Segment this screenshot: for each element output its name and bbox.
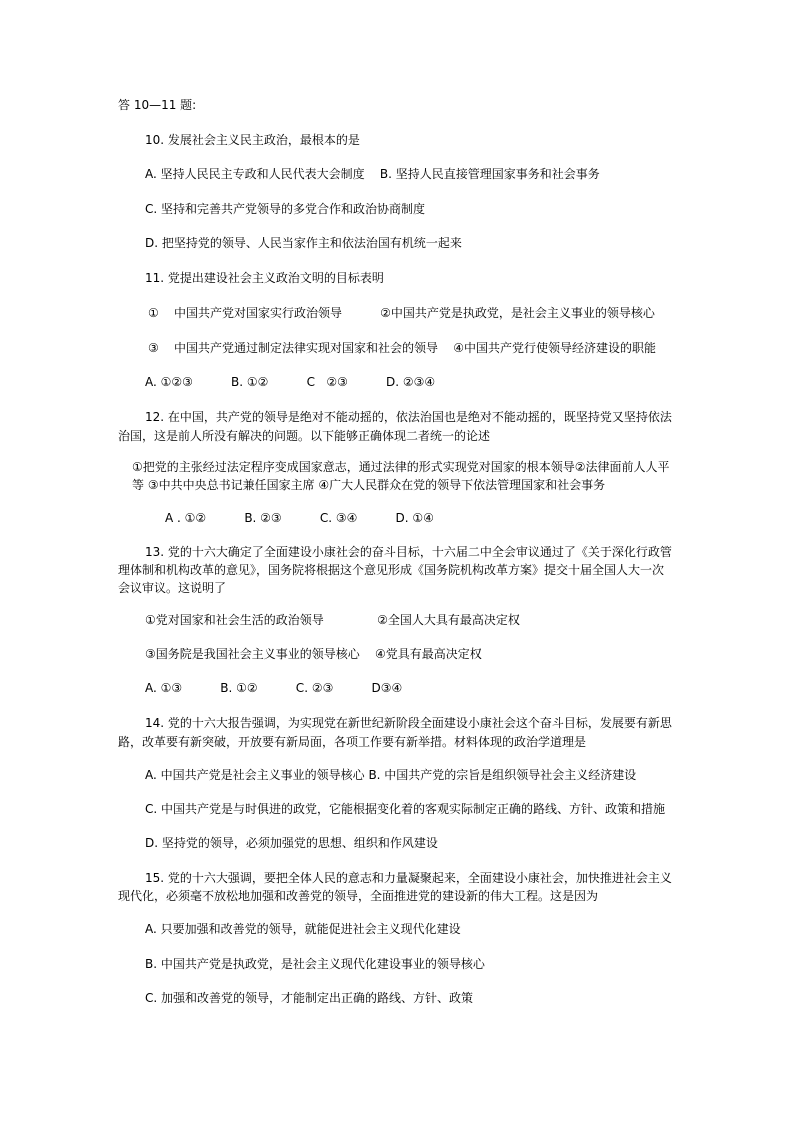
question-12-line-2: 治国，这是前人所没有解决的问题。以下能够正确体现二者统一的论述	[118, 429, 491, 443]
q13-items-3-4: ③国务院是我国社会主义事业的领导核心 ④党具有最高决定权	[145, 647, 482, 661]
question-15-line-1: 15. 党的十六大强调，要把全体人民的意志和力量凝聚起来，全面建设小康社会，加快推进社会主义	[145, 871, 672, 885]
q13-items-1-2: ①党对国家和社会生活的政治领导 ②全国人大具有最高决定权	[145, 613, 520, 627]
q12-items-line-1: ①把党的主张经过法定程序变成国家意志，通过法律的形式实现党对国家的根本领导②法律面前人人平	[132, 460, 670, 474]
q10-option-ab: A. 坚持人民民主专政和人民代表大会制度 B. 坚持人民直接管理国家事务和社会事务	[145, 167, 600, 181]
q15-option-b: B. 中国共产党是执政党，是社会主义现代化建设事业的领导核心	[145, 957, 485, 971]
q10-option-c: C. 坚持和完善共产党领导的多党合作和政治协商制度	[145, 202, 426, 216]
q12-choices: A . ①② B. ②③ C. ③④ D. ①④	[165, 511, 434, 525]
q14-option-ab: A. 中国共产党是社会主义事业的领导核心 B. 中国共产党的宗旨是组织领导社会主义经济建设	[145, 768, 637, 782]
question-10: 10. 发展社会主义民主政治，最根本的是	[145, 133, 360, 147]
q11-items-3-4: ③ 中国共产党通过制定法律实现对国家和社会的领导 ④中国共产党行使领导经济建设的职能	[148, 341, 657, 355]
q15-option-c: C. 加强和改善党的领导，才能制定出正确的路线、方针、政策	[145, 991, 474, 1005]
q10-option-d: D. 把坚持党的领导、人民当家作主和依法治国有机统一起来	[145, 236, 462, 250]
question-11: 11. 党提出建设社会主义政治文明的目标表明	[145, 271, 384, 285]
question-14-line-1: 14. 党的十六大报告强调，为实现党在新世纪新阶段全面建设小康社会这个奋斗目标，发展要有新思	[145, 716, 672, 730]
question-15-line-2: 现代化，必须毫不放松地加强和改善党的领导，全面推进党的建设新的伟大工程。这是因为	[118, 889, 599, 903]
q14-option-c: C. 中国共产党是与时俱进的政党，它能根据变化着的客观实际制定正确的路线、方针、政策和措施	[145, 802, 666, 816]
question-14-line-2: 路，改革要有新突破，开放要有新局面，各项工作要有新举措。材料体现的政治学道理是	[118, 735, 587, 749]
question-12-line-1: 12. 在中国，共产党的领导是绝对不能动摇的，依法治国也是绝对不能动摇的，既坚持党又坚持依法	[145, 410, 672, 424]
section-heading: 答 10—11 题:	[118, 98, 197, 112]
q13-choices: A. ①③ B. ①② C. ②③ D③④	[145, 681, 403, 695]
question-13-line-3: 会议审议。这说明了	[118, 581, 227, 595]
q15-option-a: A. 只要加强和改善党的领导，就能促进社会主义现代化建设	[145, 922, 461, 936]
q11-items-1-2: ① 中国共产党对国家实行政治领导 ②中国共产党是执政党，是社会主义事业的领导核心	[148, 306, 655, 320]
question-13-line-1: 13. 党的十六大确定了全面建设小康社会的奋斗目标，十六届二中全会审议通过了《关于深化行政管	[145, 545, 672, 559]
q14-option-d: D. 坚持党的领导，必须加强党的思想、组织和作风建设	[145, 836, 438, 850]
q11-choices: A. ①②③ B. ①② C ②③ D. ②③④	[145, 375, 436, 389]
question-13-line-2: 理体制和机构改革的意见》，国务院将根据这个意见形成《国务院机构改革方案》提交十届全国人大一次	[118, 563, 665, 577]
q12-items-line-2: 等 ③中共中央总书记兼任国家主席 ④广大人民群众在党的领导下依法管理国家和社会事务	[132, 478, 606, 492]
